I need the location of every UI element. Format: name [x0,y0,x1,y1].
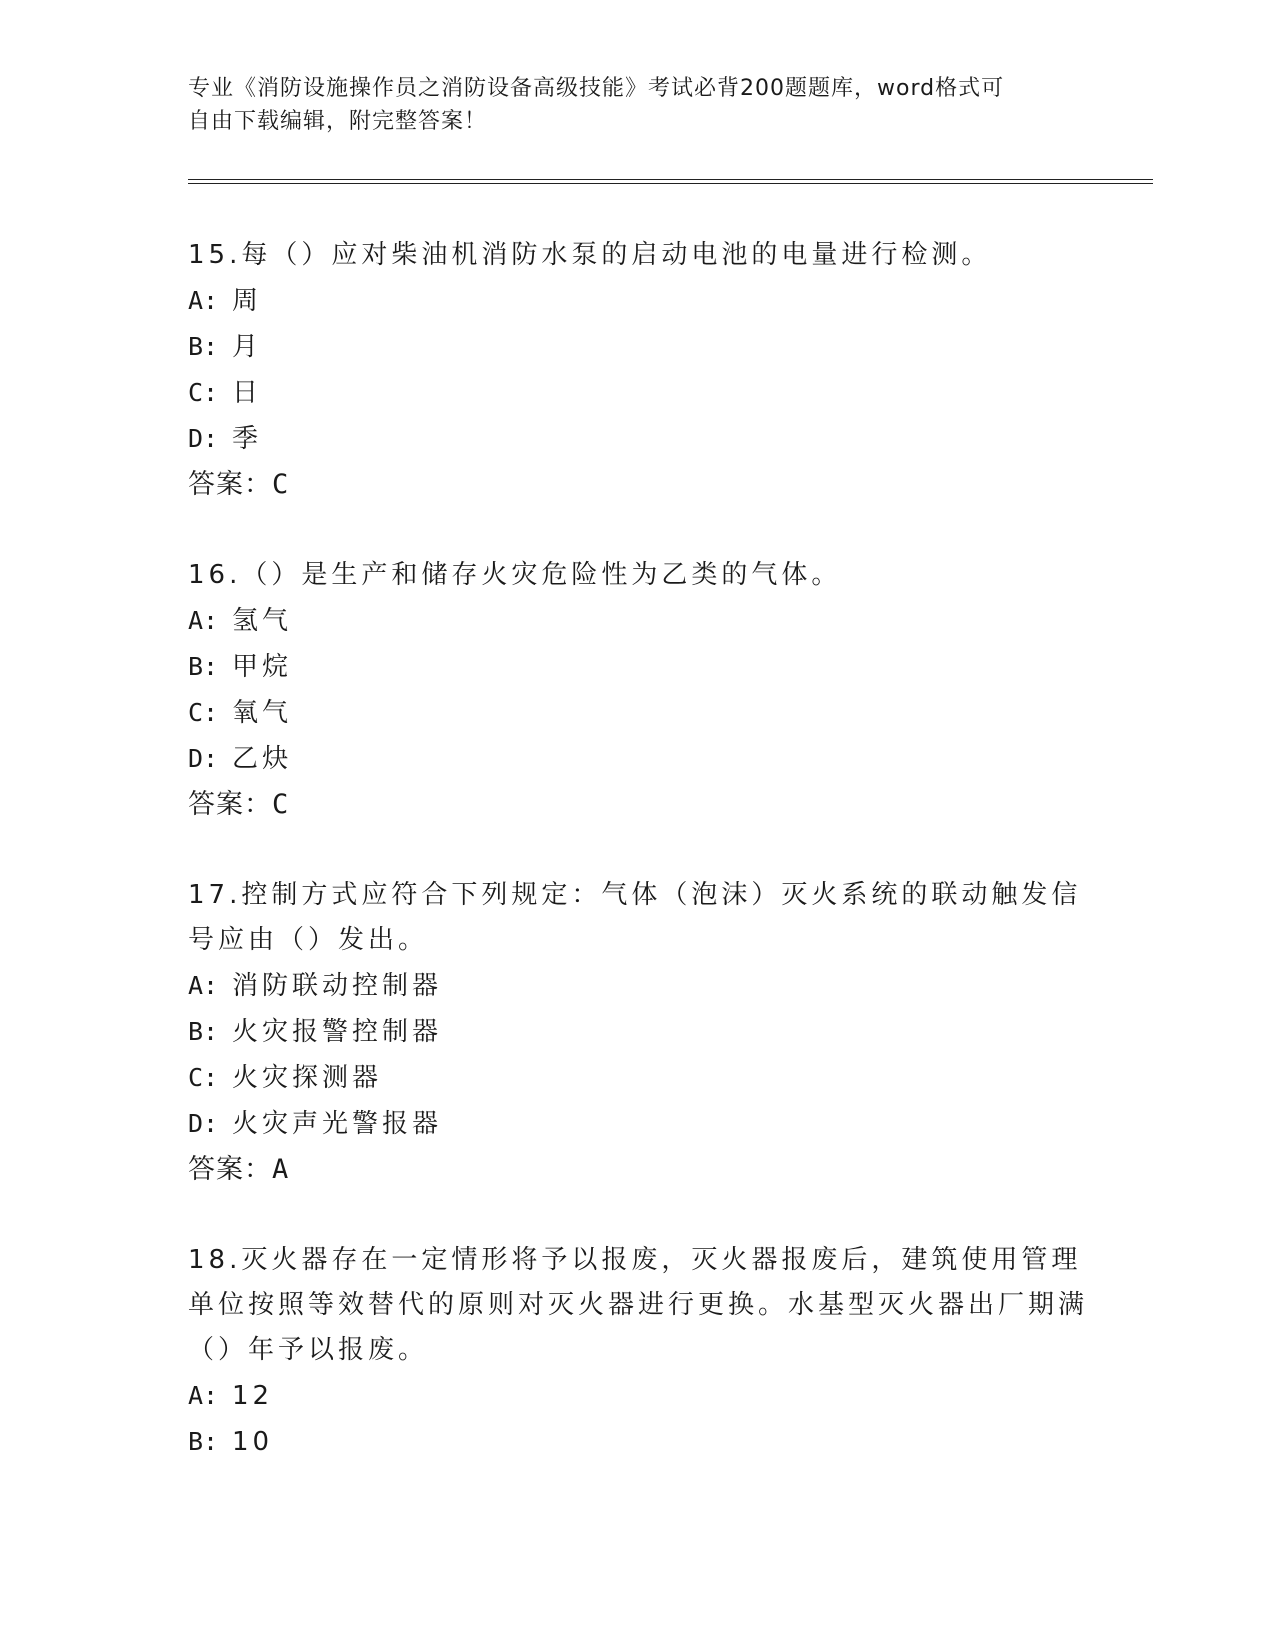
option-text: 火灾报警控制器 [232,1017,443,1047]
option-key: C: [188,698,219,727]
option-text: 消防联动控制器 [232,971,443,1001]
answer [188,782,1088,828]
option-c [188,690,1088,736]
option-text: 12 [232,1381,274,1411]
option-b [188,1419,1088,1465]
option-text: 火灾探测器 [232,1063,383,1093]
option-key: C: [188,1063,219,1092]
header-line-1: 专业《消防设施操作员之消防设备高级技能》考试必背200题题库，word格式可 [188,76,1005,101]
option-c [188,1055,1088,1101]
option-key: B: [188,652,219,681]
option-text: 甲烷 [232,652,293,682]
option-key: B: [188,1017,219,1046]
option-text: 氧气 [232,698,293,728]
header-divider-top [188,179,1153,180]
option-text: 日 [232,378,263,408]
option-key: A: [188,971,219,1000]
answer-value: C [272,469,290,500]
question-text: 18.灭火器存在一定情形将予以报废，灭火器报废后，建筑使用管理单位按照等效替代的原则对灭火器进行更换。水基型灭火器出厂期满（）年予以报废。 [188,1245,1089,1365]
question-17 [188,873,1088,1193]
header-line-2: 自由下载编辑，附完整答案！ [188,109,488,134]
option-key: A: [188,286,219,315]
answer [188,1147,1088,1193]
option-d [188,736,1088,782]
option-a [188,963,1088,1009]
answer [188,462,1088,508]
question-text: 17.控制方式应符合下列规定：气体（泡沫）灭火系统的联动触发信号应由（）发出。 [188,880,1082,955]
option-a [188,598,1088,644]
option-d [188,1101,1088,1147]
option-key: B: [188,332,219,361]
option-text: 10 [232,1427,274,1457]
option-text: 月 [232,332,263,362]
document-header [188,72,1088,138]
question-text: 15.每（）应对柴油机消防水泵的启动电池的电量进行检测。 [188,240,992,270]
option-key: C: [188,378,219,407]
option-text: 周 [232,286,263,316]
question-15 [188,233,1088,508]
option-c [188,370,1088,416]
option-a [188,1373,1088,1419]
option-text: 季 [232,424,263,454]
option-b [188,644,1088,690]
answer-value: A [272,1154,290,1185]
option-key: D: [188,424,219,453]
option-b [188,1009,1088,1055]
answer-label: 答案： [188,469,272,500]
option-text: 乙炔 [232,744,293,774]
answer-label: 答案： [188,789,272,820]
question-18 [188,1238,1088,1465]
option-b [188,324,1088,370]
answer-value: C [272,789,290,820]
option-key: A: [188,1381,219,1410]
header-divider-bottom [188,183,1153,184]
question-text: 16.（）是生产和储存火灾危险性为乙类的气体。 [188,560,842,590]
option-text: 氢气 [232,606,293,636]
option-text: 火灾声光警报器 [232,1109,443,1139]
option-key: D: [188,744,219,773]
option-d [188,416,1088,462]
option-key: D: [188,1109,219,1138]
question-16 [188,553,1088,828]
answer-label: 答案： [188,1154,272,1185]
option-key: A: [188,606,219,635]
option-a [188,278,1088,324]
option-key: B: [188,1427,219,1456]
